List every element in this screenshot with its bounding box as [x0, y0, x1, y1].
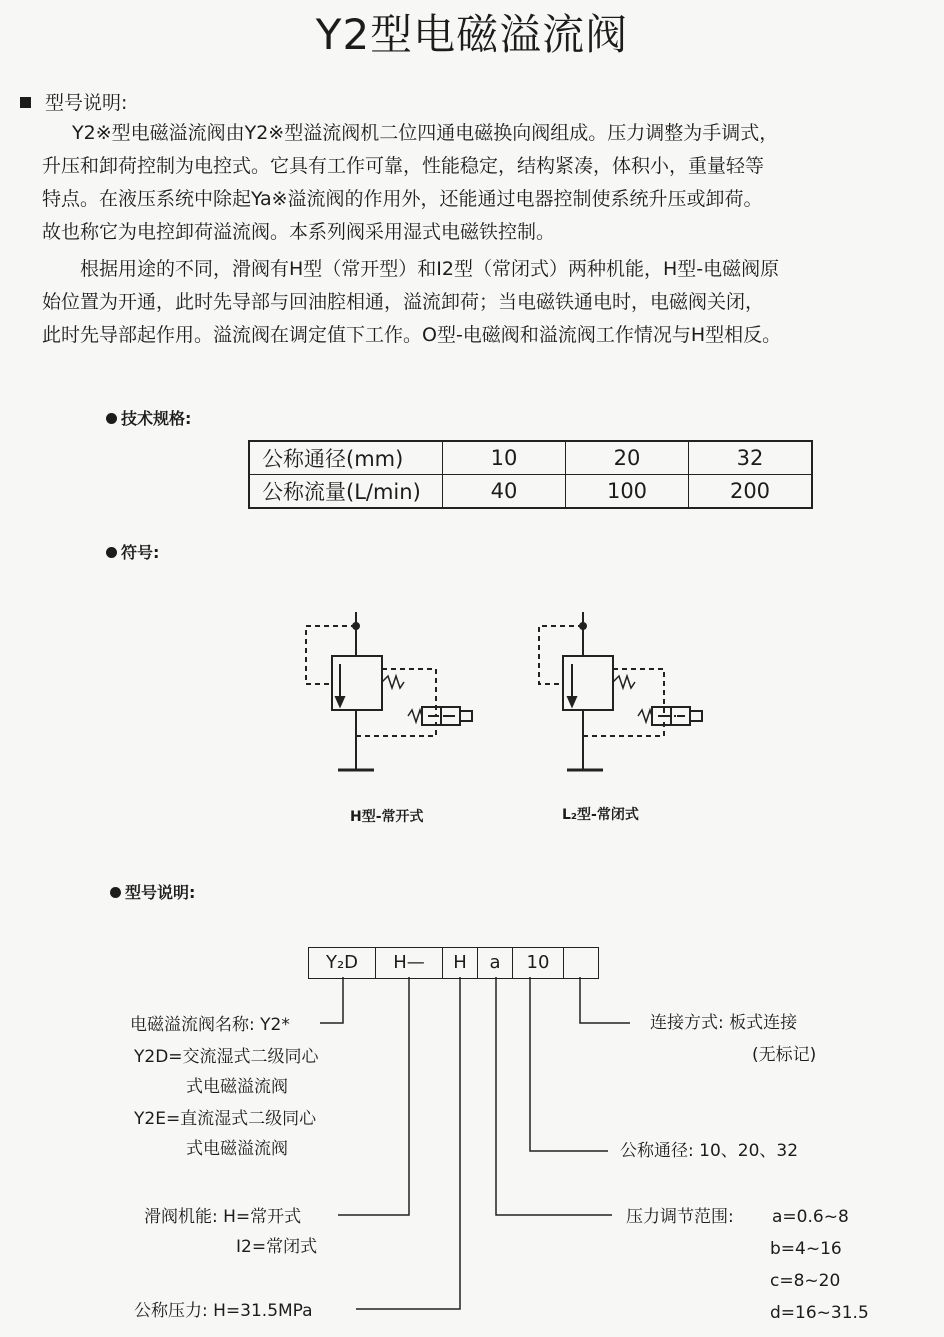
bullet-dot-icon	[110, 887, 121, 898]
spec-table	[248, 440, 813, 509]
code-cell	[564, 948, 599, 978]
table-cell-header: 公称通径(mm)	[249, 441, 443, 475]
code-cell: a	[478, 948, 513, 978]
model-diameter-text: 公称通径: 10、20、32	[620, 1141, 799, 1161]
code-cell: Y₂D	[309, 948, 376, 978]
model-slide-text: 滑阀机能: H=常开式	[144, 1207, 302, 1227]
model-leader-lines	[320, 977, 630, 1309]
model-connection-text: 连接方式: 板式连接	[650, 1013, 798, 1033]
model-heading-label: 型号说明:	[125, 883, 196, 902]
model-range-value: b=4~16	[770, 1239, 842, 1259]
model-y2d-text: 式电磁溢流阀	[186, 1077, 288, 1097]
table-cell: 20	[566, 441, 689, 475]
bullet-dot-icon	[106, 547, 117, 558]
model-slide-text: I2=常闭式	[236, 1237, 318, 1257]
code-cell: H—	[376, 948, 443, 978]
table-row	[249, 475, 812, 509]
paragraph-line: Y2※型电磁溢流阀由Y2※型溢流阀机二位四通电磁换向阀组成。压力调整为手调式，	[72, 122, 779, 144]
table-cell: 200	[689, 475, 813, 509]
model-code	[308, 947, 599, 979]
spec-heading	[106, 406, 191, 429]
table-cell: 40	[443, 475, 566, 509]
table-cell: 100	[566, 475, 689, 509]
model-y2e-text: Y2E=直流湿式二级同心	[134, 1109, 317, 1129]
model-connection-text: (无标记)	[752, 1045, 817, 1065]
spec-heading-label: 技术规格:	[121, 409, 192, 428]
code-cell: H	[443, 948, 478, 978]
model-heading	[110, 880, 195, 903]
model-name-text: 电磁溢流阀名称: Y2*	[130, 1015, 290, 1035]
h-type-symbol	[306, 612, 472, 770]
model-range-value: d=16~31.5	[770, 1303, 869, 1323]
paragraph-line: 此时先导部起作用。溢流阀在调定值下工作。O型-电磁阀和溢流阀工作情况与H型相反。	[42, 324, 782, 346]
l2-type-symbol	[539, 612, 702, 770]
paragraph-line: 特点。在液压系统中除起Ya※溢流阀的作用外，还能通过电器控制使系统升压或卸荷。	[42, 188, 763, 210]
model-range-value: c=8~20	[770, 1271, 841, 1291]
code-cell: 10	[513, 948, 564, 978]
paragraph-line: 根据用途的不同，滑阀有H型（常开型）和I2型（常闭式）两种机能，H型-电磁阀原	[80, 258, 780, 280]
table-cell: 10	[443, 441, 566, 475]
table-cell: 32	[689, 441, 813, 475]
model-range-value: a=0.6~8	[772, 1207, 849, 1227]
square-bullet-icon	[20, 97, 31, 108]
paragraph-line: 始位置为开通，此时先导部与回油腔相通，溢流卸荷；当电磁铁通电时，电磁阀关闭，	[42, 291, 765, 313]
page-title: Y2型电磁溢流阀	[315, 10, 629, 59]
symbol-caption-h: H型-常开式	[350, 809, 424, 825]
symbol-caption-l2: L₂型-常闭式	[562, 807, 639, 823]
symbol-heading	[106, 540, 159, 563]
section-heading	[20, 88, 127, 115]
model-y2d-text: Y2D=交流湿式二级同心	[134, 1047, 319, 1067]
model-y2e-text: 式电磁溢流阀	[186, 1139, 288, 1159]
model-range-label: 压力调节范围:	[626, 1207, 734, 1227]
table-cell-header: 公称流量(L/min)	[249, 475, 443, 509]
model-pressure-nominal: 公称压力: H=31.5MPa	[134, 1301, 313, 1321]
symbol-heading-label: 符号:	[121, 543, 160, 562]
paragraph-line: 故也称它为电控卸荷溢流阀。本系列阀采用湿式电磁铁控制。	[42, 221, 556, 243]
section-heading-label: 型号说明:	[45, 92, 128, 114]
table-row	[249, 441, 812, 475]
paragraph-line: 升压和卸荷控制为电控式。它具有工作可靠，性能稳定，结构紧凑，体积小，重量轻等	[42, 155, 765, 177]
bullet-dot-icon	[106, 413, 117, 424]
